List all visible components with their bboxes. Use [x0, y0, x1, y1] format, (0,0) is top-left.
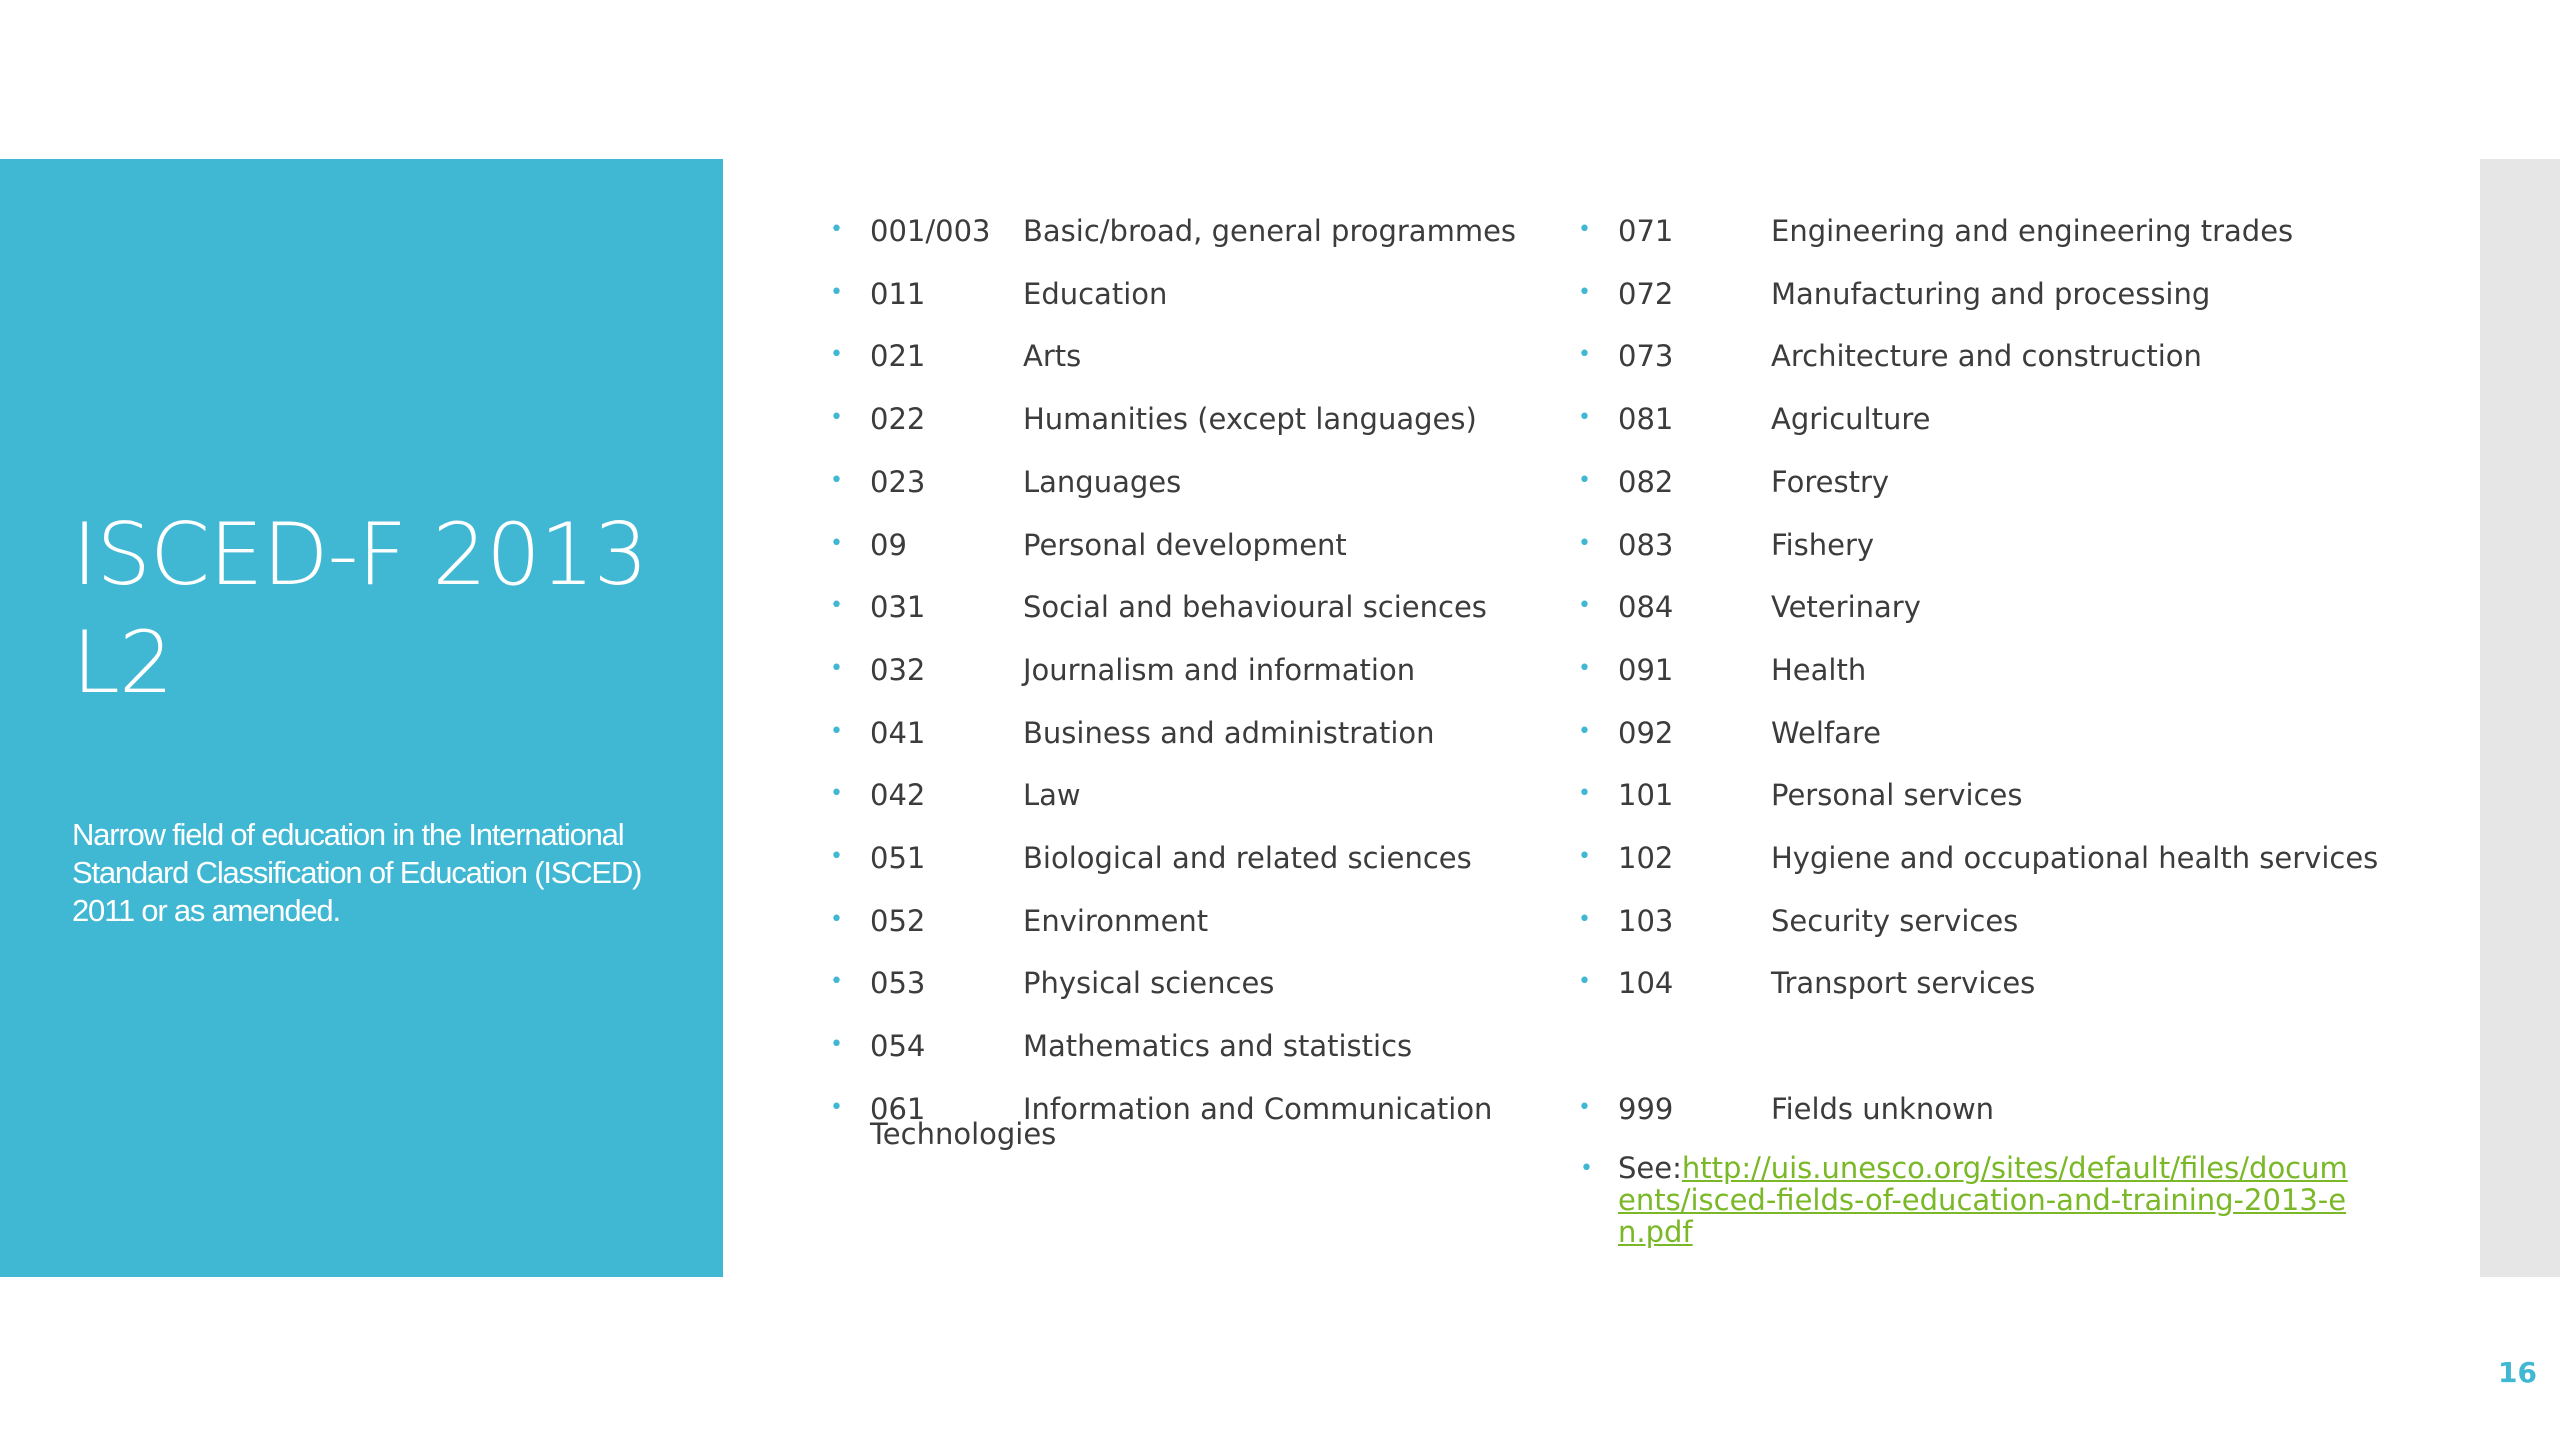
list-item: [1578, 525, 2398, 565]
field-label: Business and administration: [1023, 715, 1435, 750]
bullet-icon: •: [830, 844, 843, 869]
field-code: 101: [1618, 778, 1674, 813]
list-item: [830, 336, 1530, 376]
list-item: [830, 901, 1530, 941]
reference-link[interactable]: http://uis.unesco.org/sites/default/files/documents/isced-fields-of-education-and-training-2013-en.pdf: [1618, 1151, 2348, 1249]
field-label: Journalism and information: [1023, 652, 1416, 687]
field-code: 091: [1618, 652, 1674, 687]
bullet-icon: •: [1580, 1156, 1593, 1181]
field-label: Law: [1023, 778, 1081, 813]
field-code: 083: [1618, 527, 1674, 562]
list-item: [1578, 1089, 2398, 1129]
bullet-icon: •: [1578, 906, 1591, 932]
bullet-icon: •: [830, 718, 843, 744]
field-code: 053: [870, 966, 926, 1001]
list-item: [830, 838, 1530, 878]
bullet-icon: •: [830, 655, 843, 681]
bullet-icon: •: [830, 593, 843, 619]
list-item: [830, 274, 1530, 314]
list-item: [1578, 713, 2398, 753]
list-item: [1578, 901, 2398, 941]
list-item: [830, 775, 1530, 815]
field-code: 023: [870, 464, 926, 499]
list-item: [830, 650, 1530, 690]
field-code: 999: [1618, 1091, 1674, 1126]
field-label: Social and behavioural sciences: [1023, 590, 1487, 625]
field-label: Humanities (except languages): [1023, 402, 1477, 437]
bullet-icon: •: [830, 279, 843, 305]
field-label: Fields unknown: [1771, 1091, 1995, 1126]
field-code: 071: [1618, 214, 1674, 248]
field-code: 061: [870, 1091, 926, 1126]
bullet-icon: •: [830, 906, 843, 932]
list-item: [830, 1026, 1530, 1066]
field-code: 052: [870, 903, 926, 938]
field-label: Languages: [1023, 464, 1182, 499]
field-code: 032: [870, 652, 926, 687]
see-reference: [1580, 1151, 2358, 1249]
field-code: 031: [870, 590, 926, 625]
list-item: [1578, 336, 2398, 376]
slide-title-level: L2: [72, 613, 173, 713]
field-code: 082: [1618, 464, 1674, 499]
list-item: [830, 462, 1530, 502]
field-code: 103: [1618, 903, 1674, 938]
list-item: [830, 963, 1530, 1003]
field-label: Forestry: [1771, 464, 1890, 499]
field-code: 051: [870, 841, 926, 875]
field-label: Agriculture: [1771, 402, 1931, 437]
bullet-icon: •: [1578, 1094, 1591, 1120]
field-label-continued: Technologies: [870, 1116, 1057, 1151]
field-label: Information and Communication: [1023, 1091, 1493, 1126]
field-label: Basic/broad, general programmes: [1023, 214, 1517, 248]
field-label: Mathematics and statistics: [1023, 1029, 1413, 1064]
field-label: Biological and related sciences: [1023, 841, 1472, 875]
bullet-icon: •: [1578, 844, 1591, 869]
bullet-icon: •: [830, 217, 843, 242]
field-code: 104: [1618, 966, 1674, 1001]
slide-title: ISCED-F 2013: [72, 505, 648, 605]
list-item: [1578, 838, 2398, 878]
field-code: 041: [870, 715, 926, 750]
field-label: Education: [1023, 276, 1168, 311]
bullet-icon: •: [1578, 593, 1591, 619]
field-code: 084: [1618, 590, 1674, 625]
bullet-icon: •: [830, 405, 843, 431]
list-item: [1578, 211, 2398, 251]
field-code: 022: [870, 402, 926, 437]
list-item: [1578, 462, 2398, 502]
list-item: [830, 525, 1530, 565]
bullet-icon: •: [830, 342, 843, 368]
field-code: 081: [1618, 402, 1674, 437]
field-code: 042: [870, 778, 926, 813]
field-code: 011: [870, 276, 926, 311]
bullet-icon: •: [1578, 217, 1591, 242]
field-code: 073: [1618, 339, 1674, 374]
bullet-icon: •: [830, 530, 843, 556]
field-label: Veterinary: [1771, 590, 1921, 625]
field-label: Architecture and construction: [1771, 339, 2202, 374]
field-label: Fishery: [1771, 527, 1875, 562]
field-label: Health: [1771, 652, 1867, 687]
field-code: 092: [1618, 715, 1674, 750]
field-label: Environment: [1023, 903, 1209, 938]
bullet-icon: •: [830, 1094, 843, 1120]
see-prefix: See:: [1618, 1151, 1682, 1185]
list-item: [1578, 587, 2398, 627]
list-item: [1578, 775, 2398, 815]
list-item: [1578, 399, 2398, 439]
field-label: Physical sciences: [1023, 966, 1275, 1001]
bullet-icon: •: [1578, 718, 1591, 744]
slide-subtitle: Narrow field of education in the International Standard Classification of Education (ISCED) 2011 or as amended.: [72, 817, 642, 928]
list-item: [1578, 650, 2398, 690]
page-number: 16: [2498, 1356, 2537, 1389]
bullet-icon: •: [1578, 655, 1591, 681]
bullet-icon: •: [1578, 781, 1591, 807]
title-panel: [0, 159, 723, 1277]
field-label: Security services: [1771, 903, 2019, 938]
list-item: [830, 587, 1530, 627]
side-strip: [2480, 159, 2560, 1277]
bullet-icon: •: [1578, 279, 1591, 305]
field-label: Engineering and engineering trades: [1771, 214, 2294, 248]
list-item: [1578, 963, 2398, 1003]
field-label: Welfare: [1771, 715, 1881, 750]
bullet-icon: •: [830, 781, 843, 807]
field-label: Personal services: [1771, 778, 2023, 813]
field-label: Transport services: [1771, 966, 2036, 1001]
bullet-icon: •: [1578, 969, 1591, 995]
field-code: 054: [870, 1029, 926, 1064]
bullet-icon: •: [830, 969, 843, 995]
list-item: [830, 399, 1530, 439]
list-item: [1578, 274, 2398, 314]
field-label: Hygiene and occupational health services: [1771, 841, 2379, 875]
bullet-icon: •: [830, 1032, 843, 1058]
bullet-icon: •: [1578, 467, 1591, 493]
field-code: 102: [1618, 841, 1674, 875]
field-code: 09: [870, 527, 907, 562]
field-code: 072: [1618, 276, 1674, 311]
field-label: Manufacturing and processing: [1771, 276, 2211, 311]
bullet-icon: •: [1578, 405, 1591, 431]
field-code: 001/003: [870, 214, 991, 248]
field-label: Arts: [1023, 339, 1082, 374]
field-label: Personal development: [1023, 527, 1347, 562]
list-item: [830, 713, 1530, 753]
bullet-icon: •: [1578, 342, 1591, 368]
bullet-icon: •: [1578, 530, 1591, 556]
bullet-icon: •: [830, 467, 843, 493]
list-item: [830, 211, 1530, 251]
field-code: 021: [870, 339, 926, 374]
